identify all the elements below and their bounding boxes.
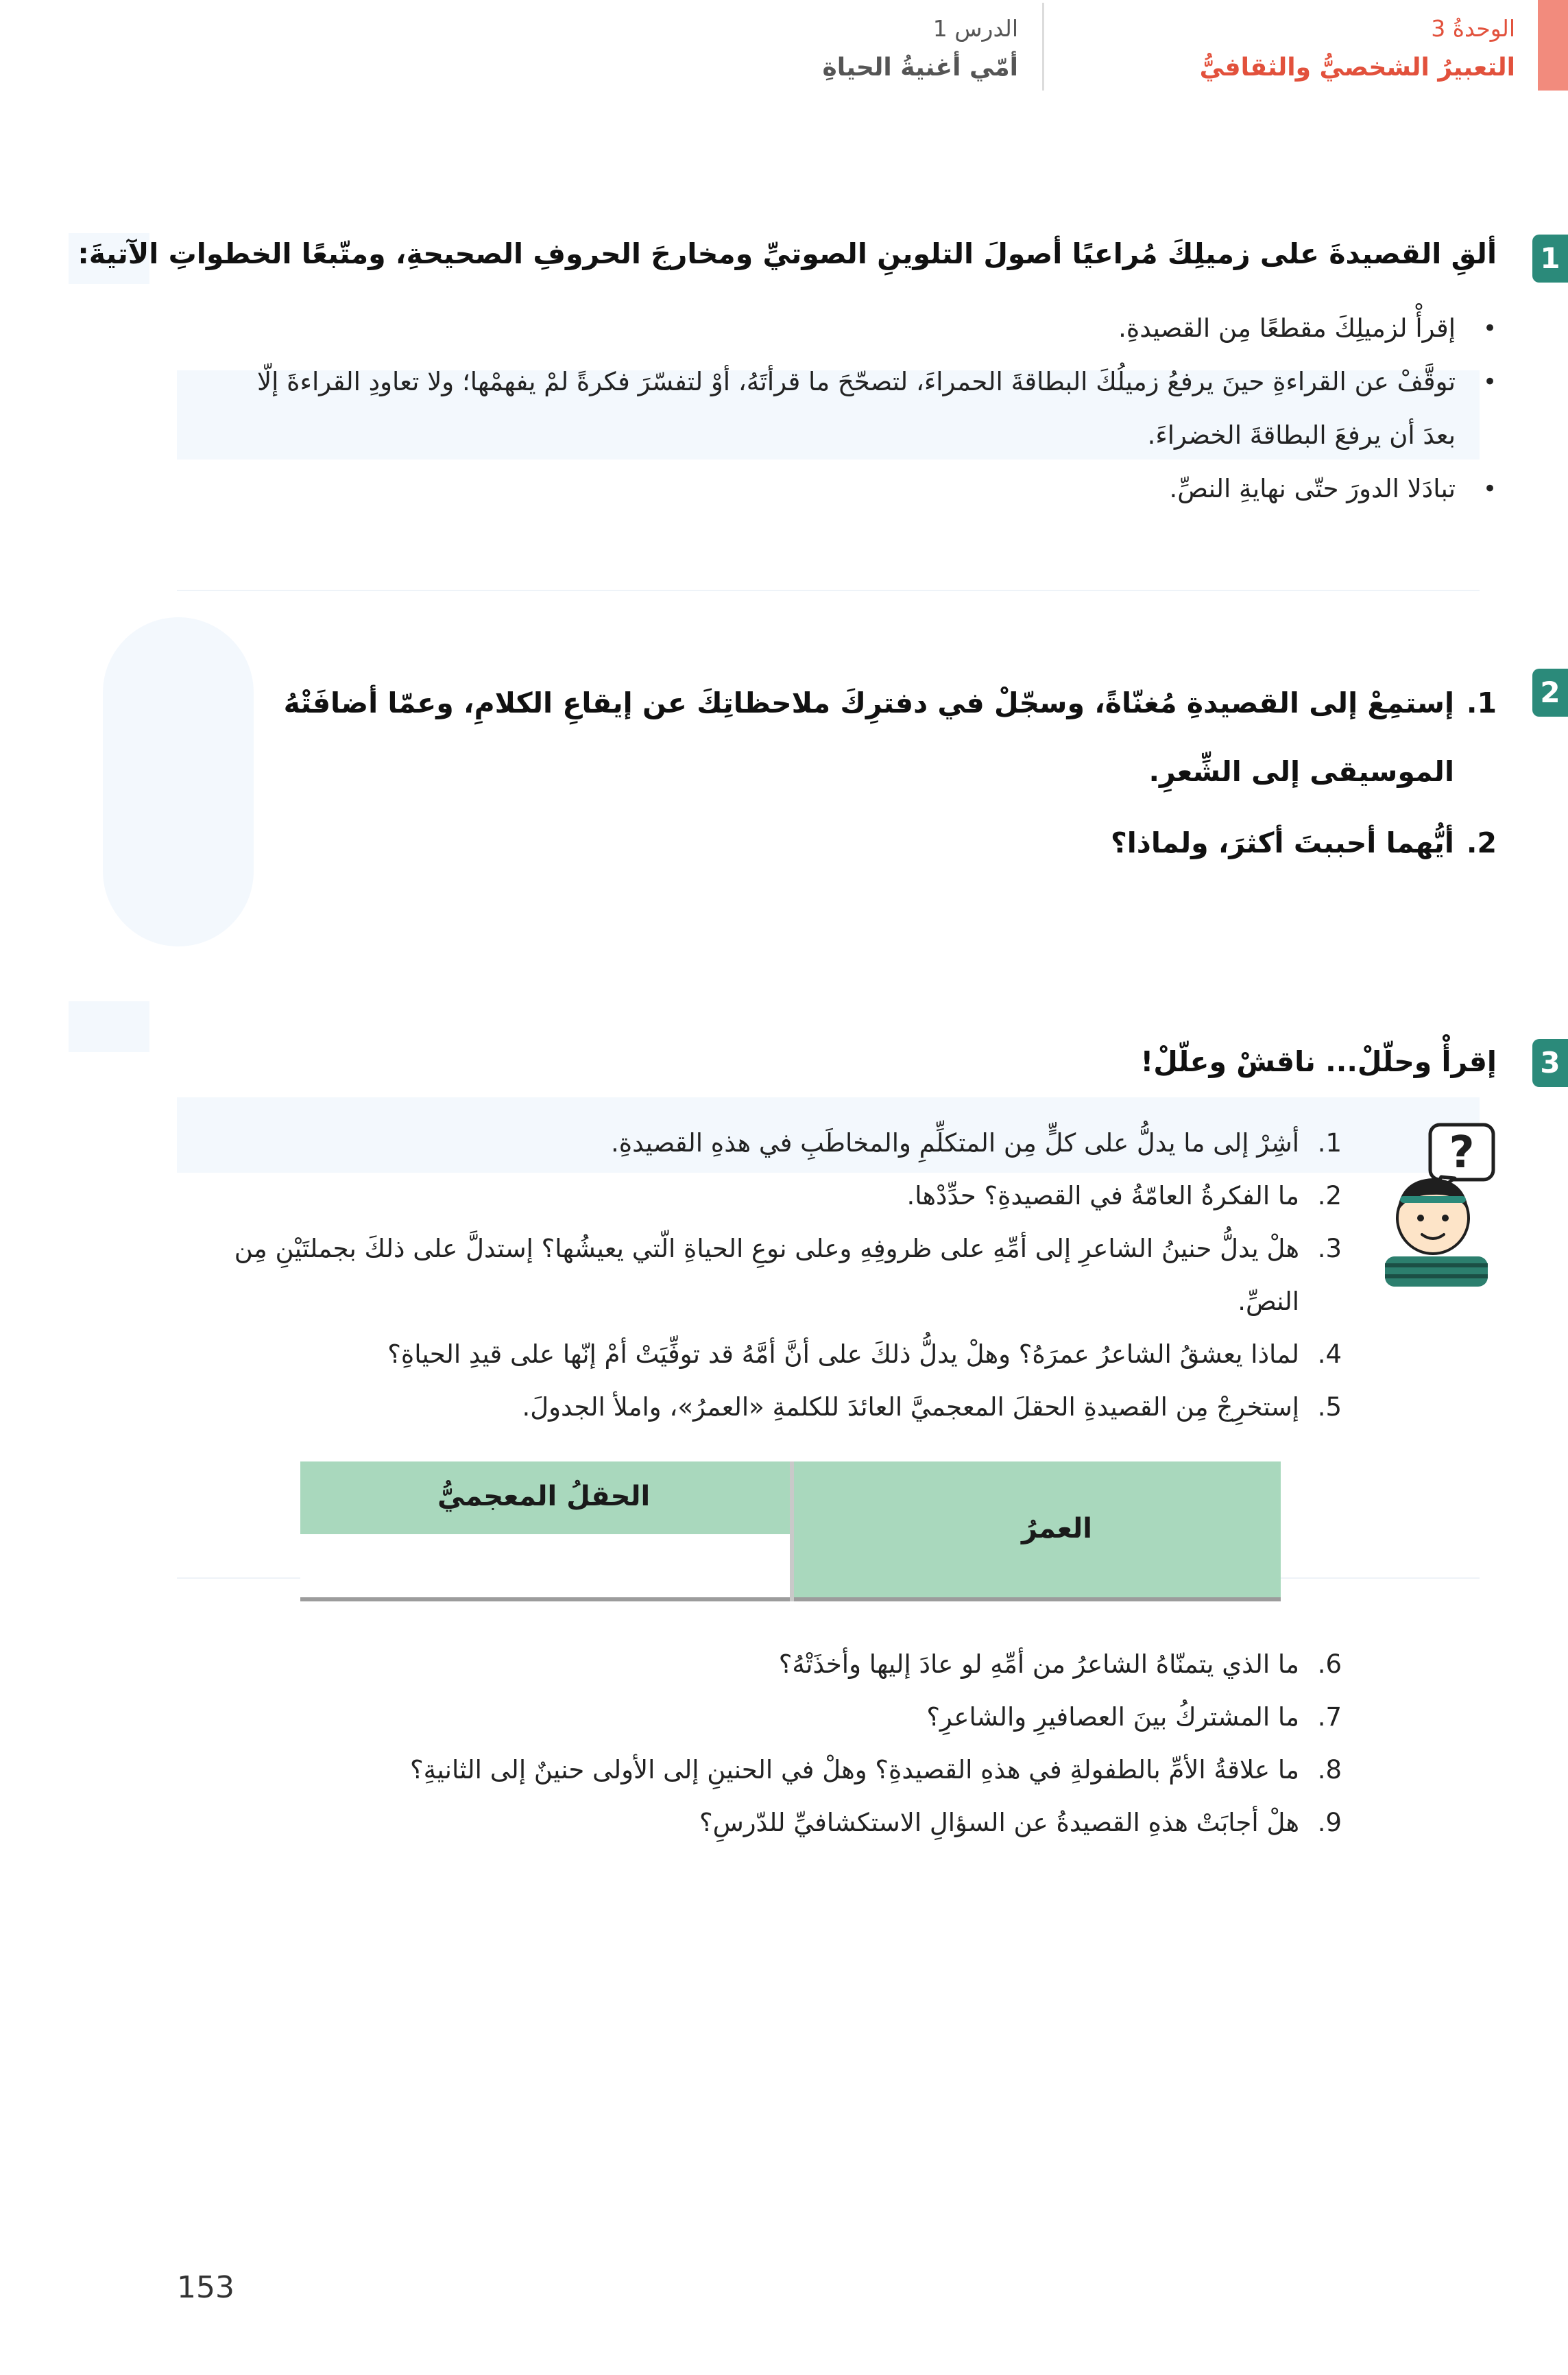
section-number-2: 2 [1532,669,1568,717]
question-text: أشِرْ إلى ما يدلُّ على كلٍّ مِن المتكلِّمِ والمخاطَبِ في هذهِ القصيدةِ. [610,1128,1299,1158]
list-item: 6. ما الذي يتمنّاهُ الشاعرُ من أمِّهِ لو عادَ إليها وأخذَتْهُ؟ [778,1649,1342,1679]
question-text: إستخرِجْ مِن القصيدةِ الحقلَ المعجميَّ العائدَ للكلمةِ «العمرُ»، واملأ الجدولَ. [522,1392,1299,1422]
svg-text:?: ? [1449,1127,1475,1178]
list-item: 2. ما الفكرةُ العامّةُ في القصيدةِ؟ حدِّدْها. [906,1181,1342,1210]
list-item: 1. إستمِعْ إلى القصيدةِ مُغنّاةً، وسجّلْ في دفترِكَ ملاحظاتِكَ عن إيقاعِ الكلامِ، وعمّا أضافَتْهُ الموسيقى إلى الشِّعرِ. [283,687,1497,788]
question-text: ما الفكرةُ العامّةُ في القصيدةِ؟ حدِّدْها. [906,1181,1299,1210]
section-number-3: 3 [1532,1039,1568,1087]
question-text: إستمِعْ إلى القصيدةِ مُغنّاةً، وسجّلْ في دفترِكَ ملاحظاتِكَ عن إيقاعِ الكلامِ، وعمّا أضافَتْهُ الموسيقى إلى الشِّعرِ. [283,687,1454,788]
question-text: أيُّهما أحببتَ أكثرَ، ولماذا؟ [1110,826,1454,859]
page-number: 153 [177,2270,234,2305]
question-text: ما علاقةُ الأمِّ بالطفولةِ في هذهِ القصيدةِ؟ وهلْ في الحنينِ إلى الأولى حنينٌ إلى الثانيةِ؟ [410,1755,1299,1785]
header-divider [1042,3,1044,91]
list-item: 1. أشِرْ إلى ما يدلُّ على كلٍّ مِن المتكلِّمِ والمخاطَبِ في هذهِ القصيدةِ. [610,1128,1342,1158]
bullet-item: • توقَّفْ عن القراءةِ حينَ يرفعُ زميلُكَ البطاقةَ الحمراءَ، لتصحّحَ ما قرأتَهُ، أوْ لتفسّرَ فكرةً لمْ يفهمْها؛ ولا تعاودِ القراءةَ إلّا بعدَ أن يرفعَ البطاقةَ الخضراءَ. [235,355,1497,462]
question-text: لماذا يعشقُ الشاعرُ عمرَهُ؟ وهلْ يدلُّ ذلكَ على أنَّ أمَّهُ قد توفِّيَتْ أمْ إنّها على قيدِ الحياةِ؟ [387,1339,1299,1369]
list-item: 8. ما علاقةُ الأمِّ بالطفولةِ في هذهِ القصيدةِ؟ وهلْ في الحنينِ إلى الأولى حنينٌ إلى الثانيةِ؟ [410,1755,1342,1785]
question-text: ما المشتركُ بينَ العصافيرِ والشاعرِ؟ [926,1702,1299,1732]
section-number-1: 1 [1532,235,1568,283]
list-item: 5. إستخرِجْ مِن القصيدةِ الحقلَ المعجميَّ العائدَ للكلمةِ «العمرُ»، واملأ الجدولَ. [522,1392,1342,1422]
lesson-title: أمّي أغنيةُ الحياةِ [822,53,1018,82]
section3-questions-b [176,1638,1342,1849]
section1-bullets [235,302,1497,516]
thinking-boy-icon [1364,1122,1501,1287]
section3-heading: إقرأْ وحلّلْ... ناقشْ وعلّلْ! [1140,1045,1497,1078]
section2-list [276,669,1497,877]
section3-questions-a [176,1117,1342,1433]
lesson-number: الدرس 1 [932,15,1018,42]
table-word-label: العمرُ [1021,1513,1092,1544]
bullet-item: • تبادَلا الدورَ حتّى نهايةِ النصِّ. [235,462,1497,516]
table-column-separator [790,1461,794,1601]
question-text: هلْ أجابَتْ هذهِ القصيدةُ عن السؤالِ الاستكشافيِّ للدّرسِ؟ [699,1808,1299,1837]
table-field-cell[interactable] [300,1534,790,1601]
bleed-through-figure [103,617,254,946]
table-field-label: الحقلُ المعجميُّ [437,1481,651,1512]
unit-number: الوحدةُ 3 [1431,15,1515,42]
bleed-through-shape [69,1001,149,1052]
question-text: ما الذي يتمنّاهُ الشاعرُ من أمِّهِ لو عادَ إليها وأخذَتْهُ؟ [778,1649,1299,1679]
unit-color-tab [1538,0,1568,91]
question-text: هلْ يدلُّ حنينُ الشاعرِ إلى أمِّهِ على ظروفِهِ وعلى نوعِ الحياةِ الّتي يعيشُها؟ إستدلَّ على ذلكَ بجملتَيْنِ مِن النصِّ. [234,1234,1299,1316]
list-item: 3. هلْ يدلُّ حنينُ الشاعرِ إلى أمِّهِ على ظروفِهِ وعلى نوعِ الحياةِ الّتي يعيشُها؟ إستدلَّ على ذلكَ بجملتَيْنِ مِن النصِّ. [234,1234,1342,1316]
bleed-through-line [177,590,1480,591]
unit-title: التعبيرُ الشخصيُّ والثقافيُّ [1199,53,1515,82]
list-item: 9. هلْ أجابَتْ هذهِ القصيدةُ عن السؤالِ الاستكشافيِّ للدّرسِ؟ [699,1808,1342,1837]
bullet-item: • إقرأْ لزميلِكَ مقطعًا مِن القصيدةِ. [235,302,1497,355]
list-item: 4. لماذا يعشقُ الشاعرُ عمرَهُ؟ وهلْ يدلُّ ذلكَ على أنَّ أمَّهُ قد توفِّيَتْ أمْ إنّها على قيدِ الحياةِ؟ [387,1339,1342,1369]
list-item: 7. ما المشتركُ بينَ العصافيرِ والشاعرِ؟ [926,1702,1342,1732]
lexical-field-table [300,1461,1281,1601]
section1-heading: ألقِ القصيدةَ على زميلِكَ مُراعيًا أصولَ التلوينِ الصوتيِّ ومخارجَ الحروفِ الصحيحةِ، ومتّبعًا الخطواتِ الآتيةَ: [77,237,1497,270]
list-item: 2. أيُّهما أحببتَ أكثرَ، ولماذا؟ [1110,826,1497,859]
